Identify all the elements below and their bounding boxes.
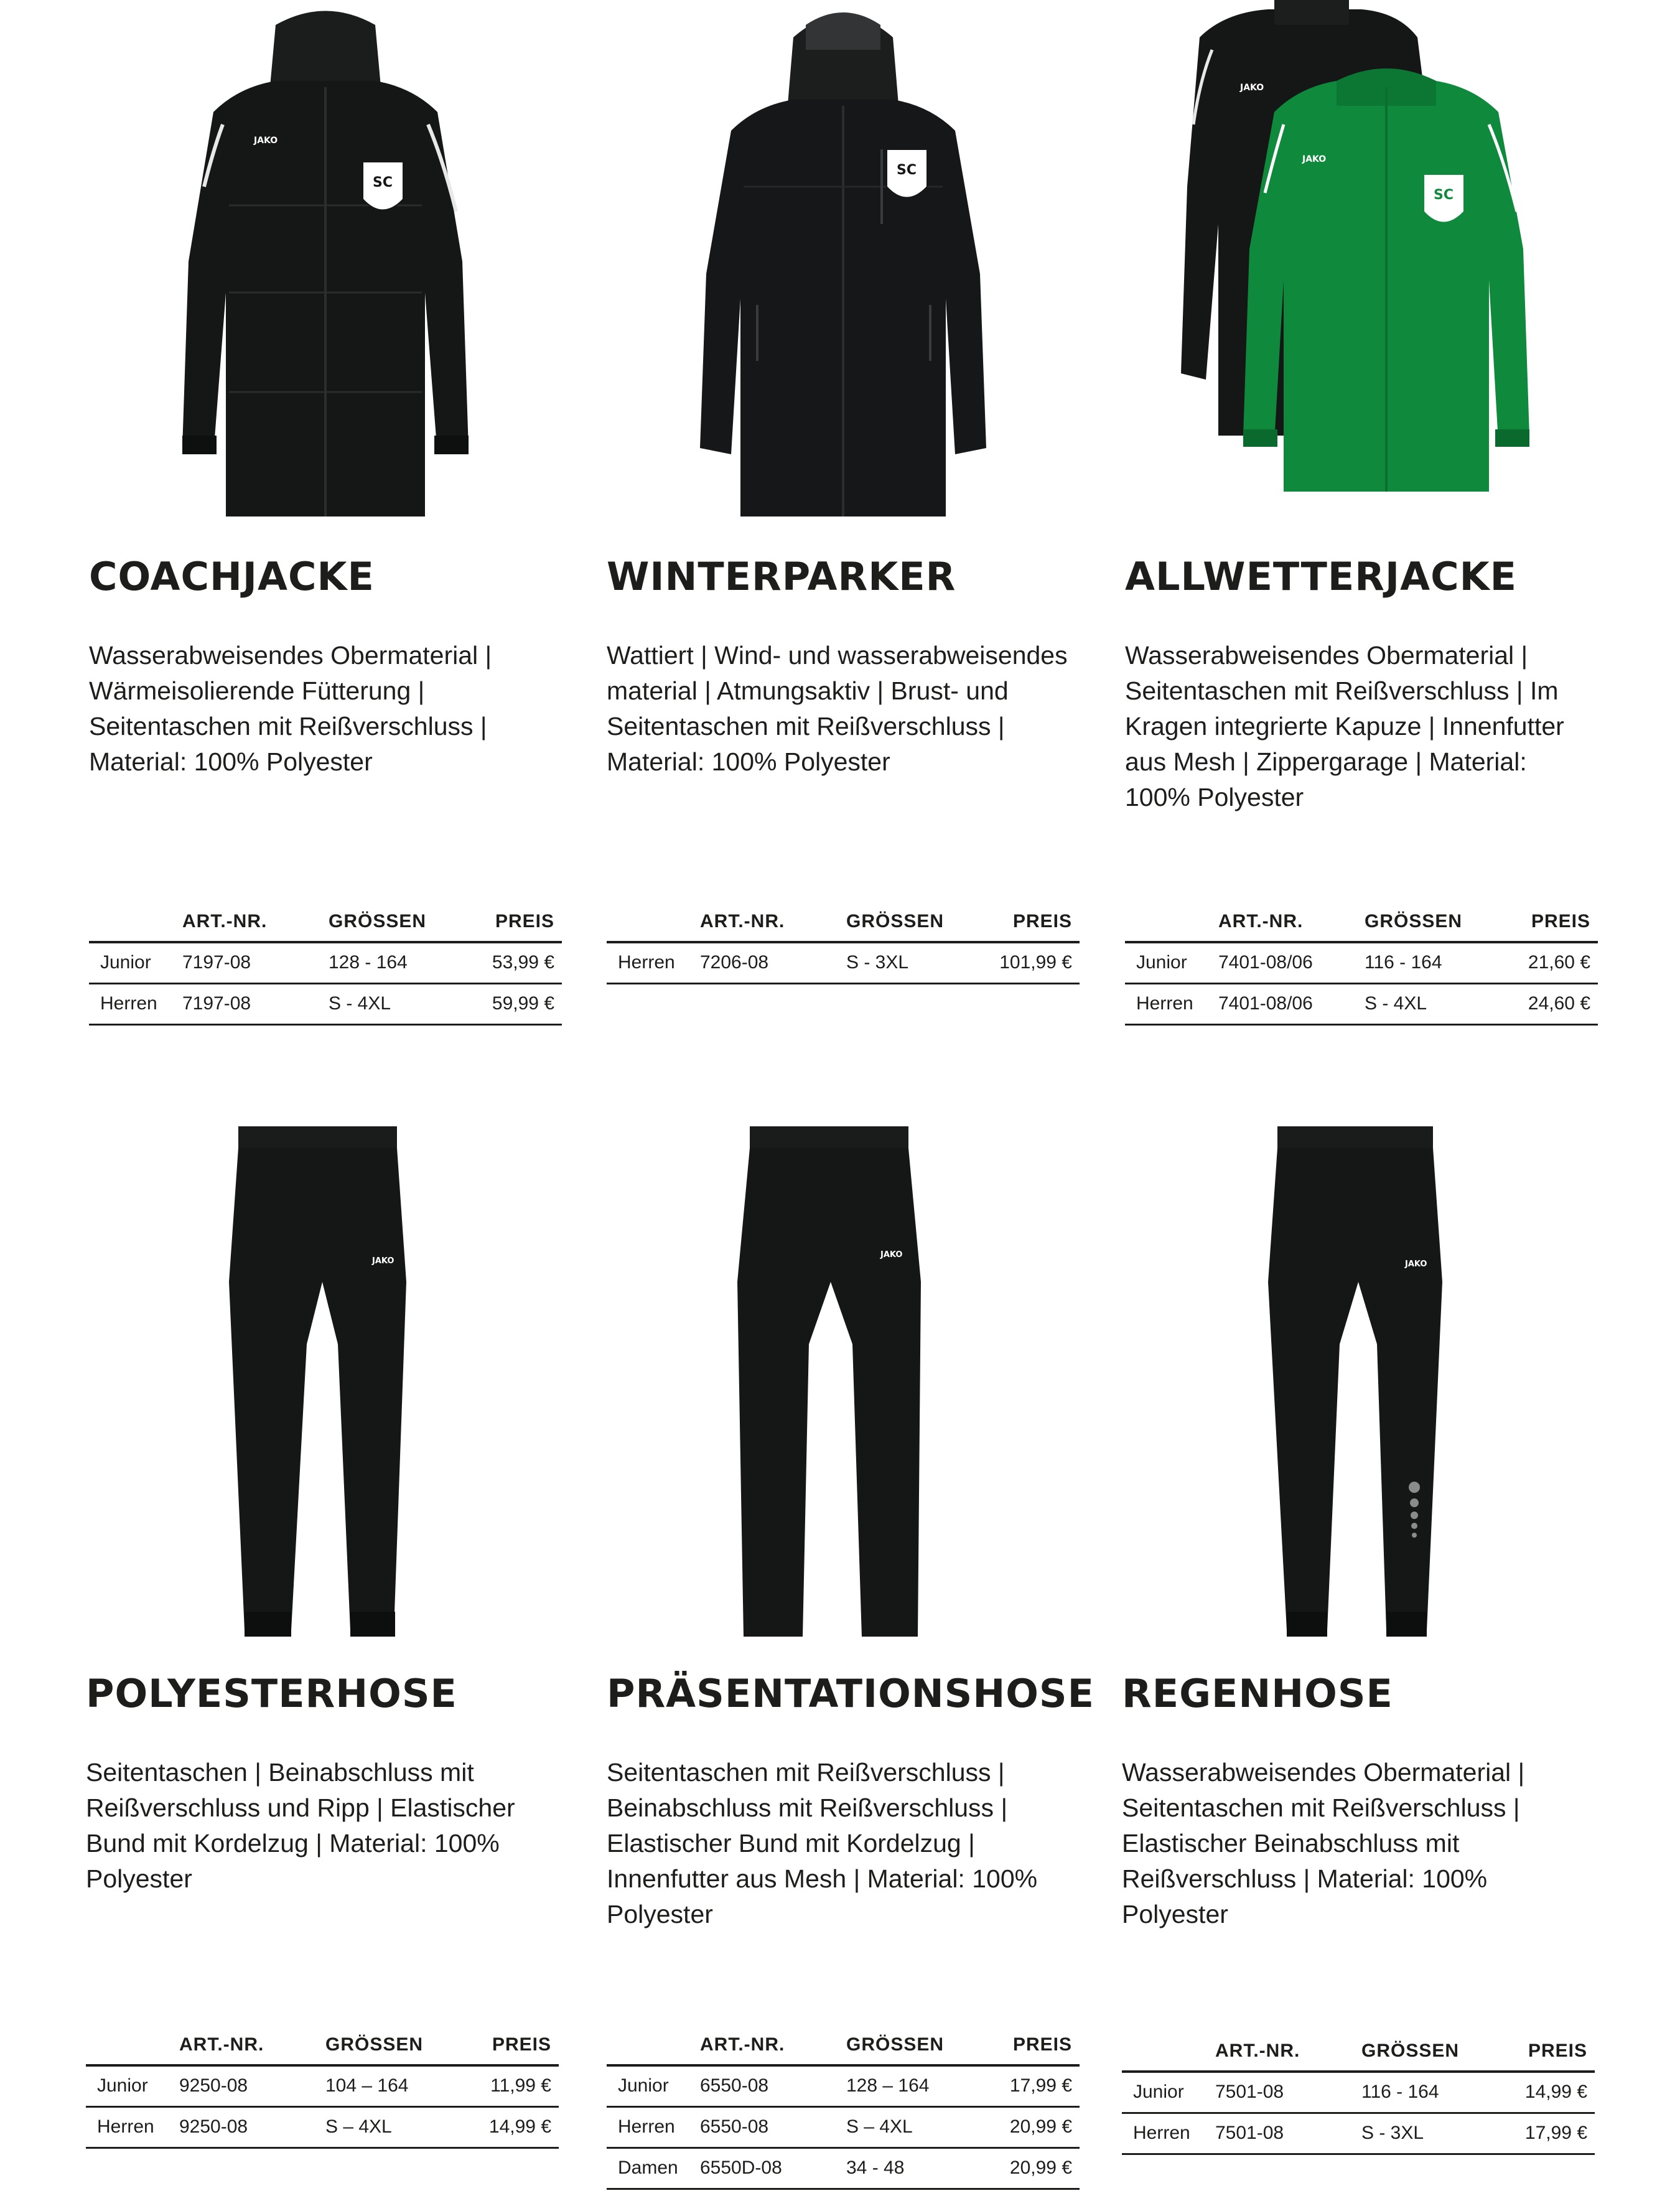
product-title: POLYESTERHOSE: [86, 1671, 457, 1716]
svg-text:JAKO: JAKO: [1405, 1260, 1427, 1269]
row-sizes: 128 - 164: [329, 942, 469, 983]
row-sizes: S - 4XL: [329, 983, 469, 1024]
header-price: PREIS: [986, 2026, 1080, 2065]
header-sizes: GRÖSSEN: [846, 2026, 986, 2065]
row-category: Junior: [1125, 942, 1218, 983]
row-article: 7197-08: [182, 983, 329, 1024]
svg-text:JAKO: JAKO: [254, 136, 278, 146]
header-sizes: GRÖSSEN: [1365, 902, 1505, 942]
header-price: PREIS: [986, 902, 1080, 942]
header-article: ART.-NR.: [700, 902, 846, 942]
row-article: 9250-08: [179, 2065, 325, 2106]
product-image-winter-parka: [607, 0, 1080, 535]
table-row: [86, 2106, 559, 2148]
row-category: Herren: [89, 983, 182, 1024]
winter-parka-illustration: [607, 0, 1080, 535]
row-category: Junior: [86, 2065, 179, 2106]
table-row: [607, 942, 1080, 983]
table-row: [86, 2065, 559, 2106]
row-category: Damen: [607, 2148, 700, 2189]
size-price-table: [86, 2026, 559, 2149]
product-title: ALLWETTERJACKE: [1125, 554, 1517, 599]
header-sizes: GRÖSSEN: [329, 902, 469, 942]
row-category: Herren: [607, 2106, 700, 2148]
all-weather-jacket-illustration: [1125, 0, 1598, 535]
row-sizes: S – 4XL: [325, 2106, 465, 2148]
size-price-table: [1125, 902, 1598, 1026]
product-card-allwetterjacke: [1125, 0, 1598, 1058]
table-row: [89, 942, 562, 983]
row-sizes: S - 3XL: [846, 942, 986, 983]
table-row: [1125, 942, 1598, 983]
row-article: 9250-08: [179, 2106, 325, 2148]
row-category: Junior: [607, 2065, 700, 2106]
svg-text:JAKO: JAKO: [372, 1256, 394, 1266]
product-description: Wasserabweisendes Obermaterial | Wärmeisolierende Fütterung | Seitentaschen mit Reißverschluss | Material: 100% Polyester: [89, 641, 492, 776]
product-image-all-weather-jacket: [1125, 0, 1598, 535]
product-description: Seitentaschen | Beinabschluss mit Reißverschluss und Ripp | Elastischer Bund mit Kordelzug | Material: 100% Polyester: [86, 1758, 515, 1893]
header-price: PREIS: [465, 2026, 559, 2065]
header-price: PREIS: [1505, 902, 1598, 942]
header-price: PREIS: [1501, 2032, 1595, 2072]
header-category: [607, 902, 700, 942]
row-article: 7401-08/06: [1218, 942, 1365, 983]
row-sizes: S - 3XL: [1361, 2113, 1501, 2154]
size-price-table: [1122, 2032, 1595, 2155]
product-description: Wasserabweisendes Obermaterial | Seitentaschen mit Reißverschluss | Im Kragen integrierte Kapuze | Innenfutter aus Mesh | Zippergarage | Material: 100% Polyester: [1125, 641, 1564, 811]
header-article: ART.-NR.: [179, 2026, 325, 2065]
row-category: Herren: [86, 2106, 179, 2148]
row-article: 7501-08: [1215, 2113, 1361, 2154]
crest-text: SC: [373, 175, 393, 190]
product-image-coach-jacket: [89, 0, 562, 535]
row-price: 14,99 €: [1501, 2072, 1595, 2113]
coach-jacket-illustration: [89, 0, 562, 535]
row-sizes: S - 4XL: [1365, 983, 1505, 1024]
row-sizes: S – 4XL: [846, 2106, 986, 2148]
svg-text:JAKO: JAKO: [1240, 83, 1264, 93]
row-price: 21,60 €: [1505, 942, 1598, 983]
header-sizes: GRÖSSEN: [846, 902, 986, 942]
presentation-pants-illustration: [607, 1120, 1080, 1655]
row-price: 17,99 €: [1501, 2113, 1595, 2154]
header-category: [1125, 902, 1218, 942]
svg-text:JAKO: JAKO: [1302, 154, 1327, 164]
header-sizes: GRÖSSEN: [325, 2026, 465, 2065]
size-price-table: [607, 902, 1080, 984]
row-category: Junior: [89, 942, 182, 983]
row-category: Herren: [607, 942, 700, 983]
row-article: 7401-08/06: [1218, 983, 1365, 1024]
row-article: 6550-08: [700, 2106, 846, 2148]
product-title: PRÄSENTATIONSHOSE: [607, 1671, 1094, 1716]
table-row: [1125, 983, 1598, 1024]
product-card-praesentationshose: [607, 1120, 1094, 2206]
product-title: COACHJACKE: [89, 554, 375, 599]
row-price: 24,60 €: [1505, 983, 1598, 1024]
row-sizes: 116 - 164: [1365, 942, 1505, 983]
header-sizes: GRÖSSEN: [1361, 2032, 1501, 2072]
row-sizes: 104 – 164: [325, 2065, 465, 2106]
table-row: [607, 2148, 1080, 2189]
row-sizes: 128 – 164: [846, 2065, 986, 2106]
header-article: ART.-NR.: [700, 2026, 846, 2065]
row-article: 6550D-08: [700, 2148, 846, 2189]
svg-text:SC: SC: [1434, 187, 1454, 203]
header-article: ART.-NR.: [1218, 902, 1365, 942]
svg-text:JAKO: JAKO: [880, 1250, 903, 1260]
product-title: WINTERPARKER: [607, 554, 956, 599]
size-price-table: [607, 2026, 1080, 2190]
header-article: ART.-NR.: [1215, 2032, 1361, 2072]
row-article: 7206-08: [700, 942, 846, 983]
header-category: [89, 902, 182, 942]
size-price-table: [89, 902, 562, 1026]
product-title: REGENHOSE: [1122, 1671, 1393, 1716]
row-price: 53,99 €: [469, 942, 562, 983]
rain-pants-illustration: [1122, 1120, 1595, 1655]
table-row: [607, 2065, 1080, 2106]
row-price: 17,99 €: [986, 2065, 1080, 2106]
row-price: 14,99 €: [465, 2106, 559, 2148]
row-price: 20,99 €: [986, 2148, 1080, 2189]
product-description: Wasserabweisendes Obermaterial | Seitentaschen mit Reißverschluss | Elastischer Beinabschluss mit Reißverschluss | Material: 100% Polyester: [1122, 1758, 1525, 1928]
row-sizes: 34 - 48: [846, 2148, 986, 2189]
product-description: Wattiert | Wind- und wasserabweisendes material | Atmungsaktiv | Brust- und Seitentaschen mit Reißverschluss | Material: 100% Polyester: [607, 641, 1068, 776]
row-article: 6550-08: [700, 2065, 846, 2106]
header-category: [607, 2026, 700, 2065]
row-price: 59,99 €: [469, 983, 562, 1024]
header-article: ART.-NR.: [182, 902, 329, 942]
row-price: 20,99 €: [986, 2106, 1080, 2148]
header-category: [86, 2026, 179, 2065]
product-card-regenhose: [1122, 1120, 1595, 2206]
row-article: 7197-08: [182, 942, 329, 983]
table-row: [89, 983, 562, 1024]
table-row: [607, 2106, 1080, 2148]
svg-text:SC: SC: [897, 162, 917, 178]
product-description: Seitentaschen mit Reißverschluss | Beinabschluss mit Reißverschluss | Elastischer Bund mit Kordelzug | Innenfutter aus Mesh | Material: 100% Polyester: [607, 1758, 1038, 1928]
product-card-coachjacke: [89, 0, 562, 1058]
table-row: [1122, 2072, 1595, 2113]
row-article: 7501-08: [1215, 2072, 1361, 2113]
header-price: PREIS: [469, 902, 562, 942]
product-card-winterparker: [607, 0, 1080, 1058]
product-image-polyester-pants: [86, 1120, 559, 1655]
row-price: 11,99 €: [465, 2065, 559, 2106]
product-image-presentation-pants: [607, 1120, 1080, 1655]
table-row: [1122, 2113, 1595, 2154]
row-category: Junior: [1122, 2072, 1215, 2113]
product-card-polyesterhose: [86, 1120, 559, 2206]
header-category: [1122, 2032, 1215, 2072]
polyester-pants-illustration: [86, 1120, 559, 1655]
product-image-rain-pants: [1122, 1120, 1595, 1655]
row-category: Herren: [1122, 2113, 1215, 2154]
row-price: 101,99 €: [986, 942, 1080, 983]
row-category: Herren: [1125, 983, 1218, 1024]
row-sizes: 116 - 164: [1361, 2072, 1501, 2113]
